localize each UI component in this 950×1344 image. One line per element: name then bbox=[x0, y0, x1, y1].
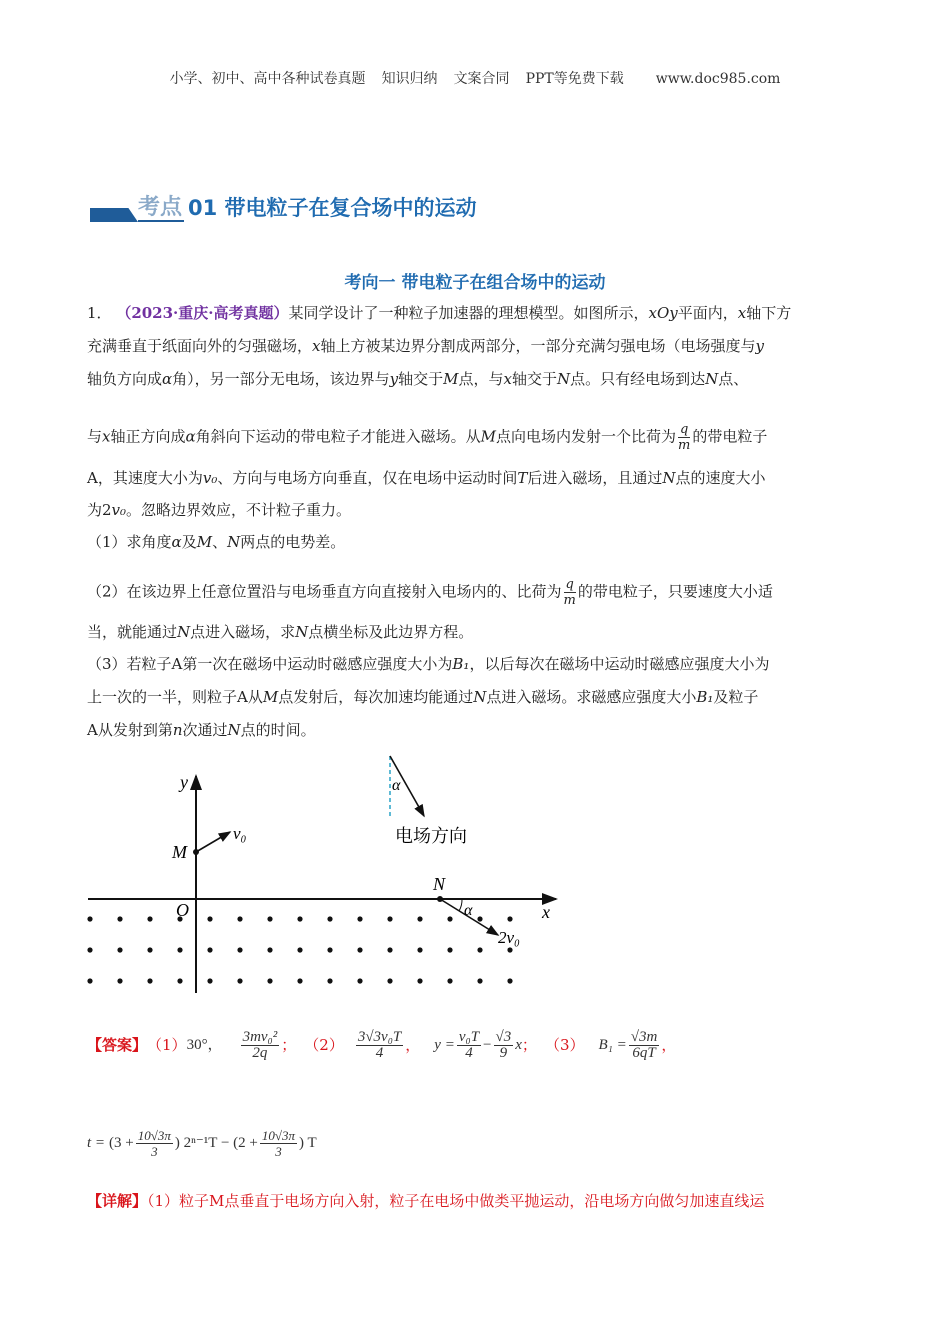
field-dot bbox=[147, 916, 152, 921]
field-dot bbox=[237, 947, 242, 952]
question-text: 的带电粒子 bbox=[692, 427, 768, 446]
field-dot bbox=[357, 916, 362, 921]
field-dot bbox=[387, 978, 392, 983]
answer-u-denominator: 2q bbox=[252, 1044, 268, 1061]
field-dot bbox=[357, 947, 362, 952]
question-line bbox=[87, 303, 791, 323]
field-dot bbox=[417, 947, 422, 952]
alpha-label: α bbox=[464, 902, 473, 919]
b1-numerator: √3m bbox=[630, 1028, 658, 1045]
field-dot bbox=[237, 978, 242, 983]
question-line bbox=[87, 577, 773, 608]
fraction-numerator: q bbox=[680, 422, 689, 437]
question-text: 轴上方被某边界分割成两部分，一部分充满匀强电场（电场强度与 bbox=[320, 337, 756, 355]
question-text: v₀ bbox=[111, 501, 127, 519]
question-text: 某同学设计了一种粒子加速器的理想模型。如图所示， bbox=[288, 304, 649, 322]
question-text: B₁ bbox=[696, 688, 714, 706]
minus-sign: − bbox=[483, 1037, 492, 1053]
question-text: 上一次的一半，则粒子A从 bbox=[87, 688, 263, 706]
question-text: xOy bbox=[648, 304, 678, 322]
question-text: x bbox=[102, 427, 111, 446]
question-text: N bbox=[177, 623, 191, 641]
question-line bbox=[87, 720, 316, 740]
field-dot bbox=[507, 978, 512, 983]
question-text: α bbox=[162, 370, 173, 388]
question-text: M bbox=[262, 688, 279, 706]
boundary-eq-b-den: 9 bbox=[499, 1044, 508, 1061]
question-text: α bbox=[171, 533, 182, 551]
boundary-eq-a-num: v₀T bbox=[458, 1028, 480, 1045]
field-dot bbox=[297, 947, 302, 952]
field-dot bbox=[237, 916, 242, 921]
question-text: 次通过 bbox=[182, 721, 228, 739]
field-dot bbox=[357, 978, 362, 983]
time-lhs: t = bbox=[87, 1135, 106, 1151]
question-text: y bbox=[389, 370, 399, 388]
detail-text: （1）粒子M点垂直于电场方向入射，粒子在电场中做类平抛运动，沿电场方向做匀加速直线运 bbox=[147, 1192, 765, 1210]
question-text: （2）在该边界上任意位置沿与电场垂直方向直接射入电场内的、比荷为 bbox=[87, 582, 562, 601]
question-text: ，以后每次在磁场中运动时磁感应强度大小为 bbox=[469, 655, 770, 673]
question-line bbox=[87, 422, 767, 453]
field-dot bbox=[327, 916, 332, 921]
question-text: N bbox=[227, 533, 241, 551]
separator: ， bbox=[661, 1036, 677, 1054]
field-dot bbox=[477, 916, 482, 921]
field-dot bbox=[327, 947, 332, 952]
question-line bbox=[87, 500, 351, 520]
v0-label: v₀ bbox=[233, 824, 247, 843]
question-text: 平面内， bbox=[677, 304, 738, 322]
fraction-denominator: m bbox=[563, 593, 576, 608]
detail-line bbox=[87, 1191, 764, 1211]
question-text: T bbox=[517, 469, 528, 487]
question-text: N bbox=[473, 688, 487, 706]
field-dot bbox=[87, 978, 92, 983]
separator: ， bbox=[405, 1036, 421, 1054]
field-dot bbox=[207, 916, 212, 921]
time-term-2: ) 2ⁿ⁻¹T − (2 + bbox=[174, 1135, 258, 1151]
question-text: 点横坐标及此边界方程。 bbox=[308, 623, 474, 641]
header-text: 知识归纳 bbox=[381, 71, 438, 87]
physics-figure bbox=[0, 740, 950, 1010]
n-label: N bbox=[433, 874, 446, 894]
question-text: 点。只有经电场到达 bbox=[570, 370, 706, 388]
field-dot bbox=[207, 947, 212, 952]
field-dot bbox=[507, 947, 512, 952]
question-text: 点进入磁场，求 bbox=[190, 623, 296, 641]
v0-arrow bbox=[196, 832, 230, 852]
question-text: 角斜向下运动的带电粒子才能进入磁场。从 bbox=[195, 427, 481, 446]
question-text: 。忽略边界效应，不计粒子重力。 bbox=[126, 501, 352, 519]
field-dot bbox=[177, 978, 182, 983]
b1-denominator: 6qT bbox=[632, 1044, 656, 1061]
field-dot bbox=[87, 916, 92, 921]
page-header bbox=[0, 68, 950, 88]
question-text: 为2 bbox=[87, 501, 112, 519]
question-text: α bbox=[185, 427, 196, 446]
header-text: 文案合同 bbox=[453, 71, 510, 87]
question-text: 充满垂直于纸面向外的匀强磁场， bbox=[87, 337, 313, 355]
field-dot bbox=[117, 947, 122, 952]
question-text: 两点的电势差。 bbox=[240, 533, 346, 551]
question-line bbox=[87, 532, 345, 552]
m-label: M bbox=[172, 842, 187, 862]
question-text: N bbox=[662, 469, 676, 487]
header-url[interactable]: www.doc985.com bbox=[655, 71, 781, 87]
angle-arc bbox=[459, 899, 462, 911]
time-frac-den: 3 bbox=[151, 1143, 158, 1159]
answer-part-2: （2） bbox=[304, 1036, 344, 1054]
question-text: A从发射到第 bbox=[87, 721, 173, 739]
question-text: 及粒子 bbox=[713, 688, 759, 706]
question-text: 与 bbox=[87, 427, 103, 446]
answer-part-3: （3） bbox=[544, 1036, 585, 1054]
question-text: N bbox=[295, 623, 309, 641]
boundary-eq-x: x bbox=[515, 1037, 522, 1053]
question-source: （2023·重庆·高考真题） bbox=[116, 304, 289, 322]
field-dot bbox=[207, 978, 212, 983]
field-dot bbox=[447, 916, 452, 921]
answer-xn-numerator: 3√3v₀T bbox=[357, 1028, 402, 1045]
header-text: PPT等免费下载 bbox=[525, 71, 624, 87]
field-dot bbox=[387, 947, 392, 952]
time-frac-num-2: 10√3π bbox=[261, 1127, 296, 1143]
question-text: 点进入磁场。求磁感应强度大小 bbox=[486, 688, 697, 706]
field-dot bbox=[117, 916, 122, 921]
field-dot bbox=[417, 916, 422, 921]
question-text: 的带电粒子，只要速度大小适 bbox=[577, 582, 773, 601]
field-dot bbox=[267, 916, 272, 921]
question-line bbox=[87, 369, 748, 389]
question-text: B₁ bbox=[452, 655, 470, 673]
question-text: 角），另一部分无电场，该边界与 bbox=[172, 370, 390, 388]
question-text: N bbox=[227, 721, 241, 739]
question-text: 点的时间。 bbox=[240, 721, 316, 739]
question-text: N bbox=[557, 370, 571, 388]
field-dot bbox=[147, 978, 152, 983]
y-label: y bbox=[180, 772, 188, 792]
charge-mass-ratio bbox=[564, 577, 576, 608]
origin-label: O bbox=[176, 900, 189, 920]
field-dot bbox=[87, 947, 92, 952]
field-dot bbox=[117, 978, 122, 983]
field-dot bbox=[387, 916, 392, 921]
question-text: 点的速度大小 bbox=[675, 469, 766, 487]
field-dot bbox=[177, 947, 182, 952]
charge-mass-ratio bbox=[678, 422, 690, 453]
question-line bbox=[87, 687, 758, 707]
separator: ； bbox=[521, 1036, 537, 1054]
time-frac-den-2: 3 bbox=[275, 1143, 282, 1159]
answer-xn-denominator: 4 bbox=[375, 1044, 384, 1061]
field-direction-label: 电场方向 bbox=[395, 826, 467, 846]
header-text: 小学、初中、高中各种试卷真题 bbox=[169, 71, 366, 87]
section-badge: 考点 bbox=[138, 195, 183, 220]
boundary-eq-lhs: y = bbox=[434, 1037, 455, 1053]
question-text: x bbox=[503, 370, 513, 388]
question-line bbox=[87, 654, 769, 674]
question-text: 轴正方向成 bbox=[110, 427, 186, 446]
fraction-denominator: m bbox=[678, 438, 691, 453]
question-text: v₀ bbox=[202, 469, 218, 487]
field-dot bbox=[477, 947, 482, 952]
field-dot bbox=[447, 947, 452, 952]
field-dot bbox=[417, 978, 422, 983]
question-text: y bbox=[755, 337, 764, 355]
question-text: A，其速度大小为 bbox=[87, 469, 203, 487]
question-text: N bbox=[705, 370, 719, 388]
field-dot bbox=[267, 978, 272, 983]
question-text: M bbox=[443, 370, 459, 388]
answer-line-1 bbox=[87, 1015, 676, 1075]
field-dot bbox=[507, 916, 512, 921]
section-bar-icon bbox=[90, 208, 138, 222]
field-dot bbox=[477, 978, 482, 983]
question-text: 点向电场内发射一个比荷为 bbox=[496, 427, 677, 446]
time-term-1: (3 + bbox=[109, 1135, 134, 1151]
magnetic-field-dots bbox=[87, 916, 512, 983]
question-text: M bbox=[196, 533, 213, 551]
2v0-label: 2v₀ bbox=[498, 928, 520, 947]
field-dot bbox=[297, 916, 302, 921]
question-text: 、 bbox=[212, 533, 228, 551]
field-dot bbox=[267, 947, 272, 952]
question-text: 及 bbox=[181, 533, 197, 551]
question-line bbox=[87, 336, 764, 356]
field-dot bbox=[147, 947, 152, 952]
question-text: 轴负方向成 bbox=[87, 370, 163, 388]
answer-line-2 bbox=[87, 1118, 317, 1168]
question-text: 1． bbox=[87, 304, 117, 322]
question-text: 轴交于 bbox=[398, 370, 444, 388]
field-dot bbox=[297, 978, 302, 983]
x-label: x bbox=[542, 902, 550, 922]
subsection-title: 考向一 带电粒子在组合场中的运动 bbox=[344, 273, 606, 293]
answer-u-numerator: 3mv₀² bbox=[242, 1028, 278, 1045]
alpha-label-field: α bbox=[392, 777, 401, 794]
question-text: x bbox=[737, 304, 747, 322]
question-text: 轴下方 bbox=[746, 304, 792, 322]
time-term-3: ) T bbox=[299, 1135, 317, 1151]
question-text: （3）若粒子A第一次在磁场中运动时磁感应强度大小为 bbox=[87, 655, 453, 673]
question-text: 轴交于 bbox=[512, 370, 558, 388]
question-text: 点发射后，每次加速均能通过 bbox=[278, 688, 474, 706]
answer-part-1: （1） bbox=[147, 1036, 187, 1054]
question-line bbox=[87, 468, 766, 488]
question-text: M bbox=[480, 427, 497, 446]
answer-label: 【答案】 bbox=[87, 1036, 148, 1054]
question-text: 点、 bbox=[718, 370, 749, 388]
boundary-eq-a-den: 4 bbox=[465, 1044, 473, 1061]
question-line bbox=[87, 622, 473, 642]
question-text: 点，与 bbox=[458, 370, 504, 388]
section-heading bbox=[90, 192, 477, 222]
fraction-numerator: q bbox=[565, 577, 574, 592]
section-title: 01 带电粒子在复合场中的运动 bbox=[188, 196, 477, 220]
question-text: x bbox=[312, 337, 321, 355]
question-text: （1）求角度 bbox=[87, 533, 172, 551]
separator: ； bbox=[281, 1036, 297, 1054]
question-text: 当，就能通过 bbox=[87, 623, 178, 641]
field-dot bbox=[327, 978, 332, 983]
b1-lhs: B₁ = bbox=[598, 1037, 627, 1053]
answer-angle: 30°， bbox=[186, 1037, 223, 1053]
detail-label: 【详解】 bbox=[87, 1192, 148, 1210]
field-dot bbox=[447, 978, 452, 983]
question-text: n bbox=[172, 721, 183, 739]
boundary-eq-b-num: √3 bbox=[495, 1028, 512, 1045]
question-text: 后进入磁场，且通过 bbox=[527, 469, 663, 487]
time-frac-num: 10√3π bbox=[137, 1127, 171, 1143]
question-text: 、方向与电场方向垂直，仅在电场中运动时间 bbox=[217, 469, 518, 487]
